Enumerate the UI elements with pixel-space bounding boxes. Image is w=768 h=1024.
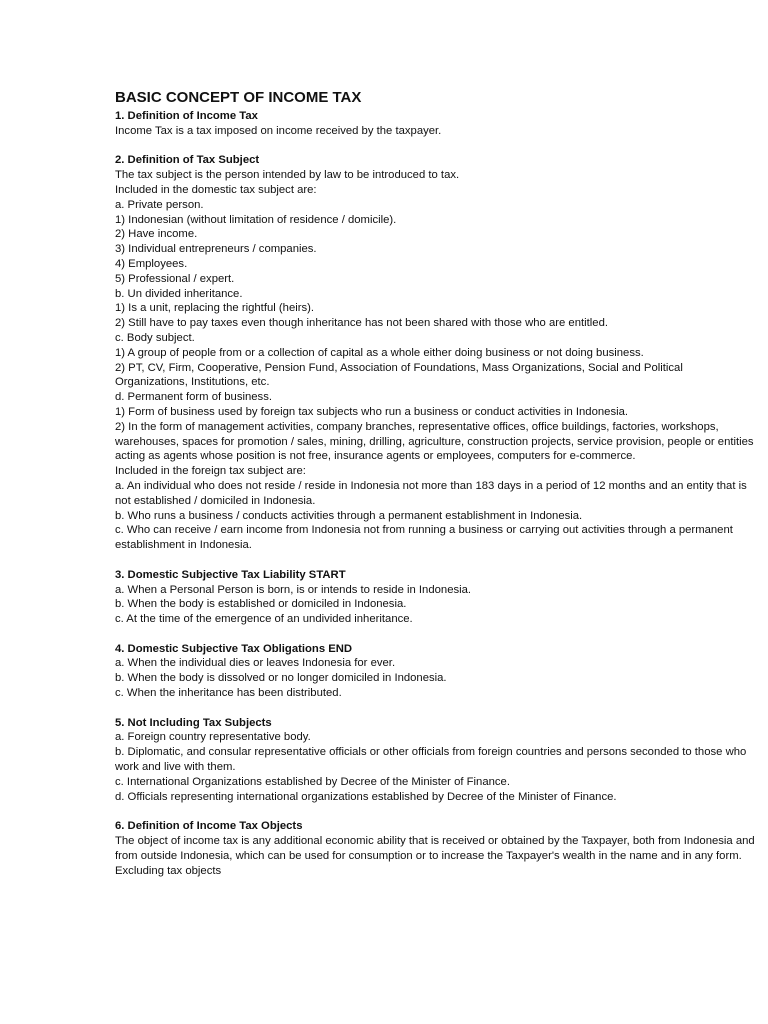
body-line: c. At the time of the emergence of an undivided inheritance. [115, 613, 413, 626]
document-title: BASIC CONCEPT OF INCOME TAX [115, 89, 362, 106]
body-line: The object of income tax is any additional economic ability that is received or obtained by the Taxpayer, both from Indonesia and from outside Indonesia, which can be used for consumption or to increase the Taxpayer's wealth in the name and in any form. [115, 835, 755, 862]
body-line: 1) Is a unit, replacing the rightful (heirs). [115, 302, 315, 315]
body-line: a. When the individual dies or leaves Indonesia for ever. [115, 657, 396, 670]
section-6 [115, 819, 755, 878]
body-line: c. When the inheritance has been distributed. [115, 687, 342, 700]
body-line: 4) Employees. [115, 257, 188, 270]
body-line: b. Diplomatic, and consular representative officials or other officials from foreign countries and persons seconded to those who work and live with them. [115, 746, 747, 774]
body-line: 1) Form of business used by foreign tax subjects who run a business or conduct activities in Indonesia. [115, 405, 629, 418]
section-4 [115, 642, 755, 701]
body-line: b. When the body is dissolved or no longer domiciled in Indonesia. [115, 672, 447, 685]
body-line: 5) Professional / expert. [115, 272, 235, 285]
body-line: Income Tax is a tax imposed on income received by the taxpayer. [115, 124, 442, 137]
body-line: a. Foreign country representative body. [115, 731, 311, 744]
section-heading: 4. Domestic Subjective Tax Obligations END [115, 642, 353, 655]
body-line: c. Who can receive / earn income from Indonesia not from running a business or carrying out activities through a permanent establishment in Indonesia. [115, 524, 733, 552]
body-line: c. International Organizations established by Decree of the Minister of Finance. [115, 775, 510, 788]
body-line: Included in the foreign tax subject are: [115, 465, 306, 478]
body-line: d. Officials representing international organizations established by Decree of the Minister of Finance. [115, 790, 617, 803]
section-heading: 3. Domestic Subjective Tax Liability START [115, 568, 346, 581]
body-line: d. Permanent form of business. [115, 391, 272, 404]
body-line: 2) Still have to pay taxes even though inheritance has not been shared with those who are entitled. [115, 317, 608, 330]
body-line: a. Private person. [115, 198, 204, 211]
body-line: 1) Indonesian (without limitation of residence / domicile). [115, 213, 397, 226]
body-line: Excluding tax objects [115, 864, 222, 877]
section-1 [115, 109, 755, 139]
document-body [115, 109, 755, 878]
section-heading: 2. Definition of Tax Subject [115, 154, 260, 167]
section-2 [115, 153, 755, 553]
body-line: 2) In the form of management activities, company branches, representative offices, office buildings, factories, workshops, warehouses, spaces for promotion / sales, mining, drilling, agriculture, construction projects, service provision, people or entities acting as agents whose position is not free, insurance agents or employees, computers for e-commerce. [115, 420, 754, 463]
section-5 [115, 716, 755, 805]
section-3 [115, 568, 755, 627]
body-line: Included in the domestic tax subject are: [115, 183, 317, 196]
body-line: 3) Individual entrepreneurs / companies. [115, 243, 317, 256]
body-line: 2) PT, CV, Firm, Cooperative, Pension Fund, Association of Foundations, Mass Organizations, Social and Political Organizations, Institutions, etc. [115, 361, 683, 389]
body-line: a. An individual who does not reside / reside in Indonesia not more than 183 days in a period of 12 months and an entity that is not established / domiciled in Indonesia. [115, 479, 747, 507]
body-line: b. Who runs a business / conducts activities through a permanent establishment in Indonesia. [115, 509, 583, 522]
body-line: c. Body subject. [115, 331, 195, 344]
document-page [115, 89, 755, 893]
body-line: 2) Have income. [115, 228, 198, 241]
section-heading: 6. Definition of Income Tax Objects [115, 820, 303, 833]
body-line: b. When the body is established or domiciled in Indonesia. [115, 598, 407, 611]
section-heading: 1. Definition of Income Tax [115, 110, 258, 122]
section-heading: 5. Not Including Tax Subjects [115, 716, 272, 729]
body-line: The tax subject is the person intended by law to be introduced to tax. [115, 169, 460, 182]
body-line: 1) A group of people from or a collection of capital as a whole either doing business or not doing business. [115, 346, 644, 359]
body-line: a. When a Personal Person is born, is or intends to reside in Indonesia. [115, 583, 472, 596]
body-line: b. Un divided inheritance. [115, 287, 243, 300]
